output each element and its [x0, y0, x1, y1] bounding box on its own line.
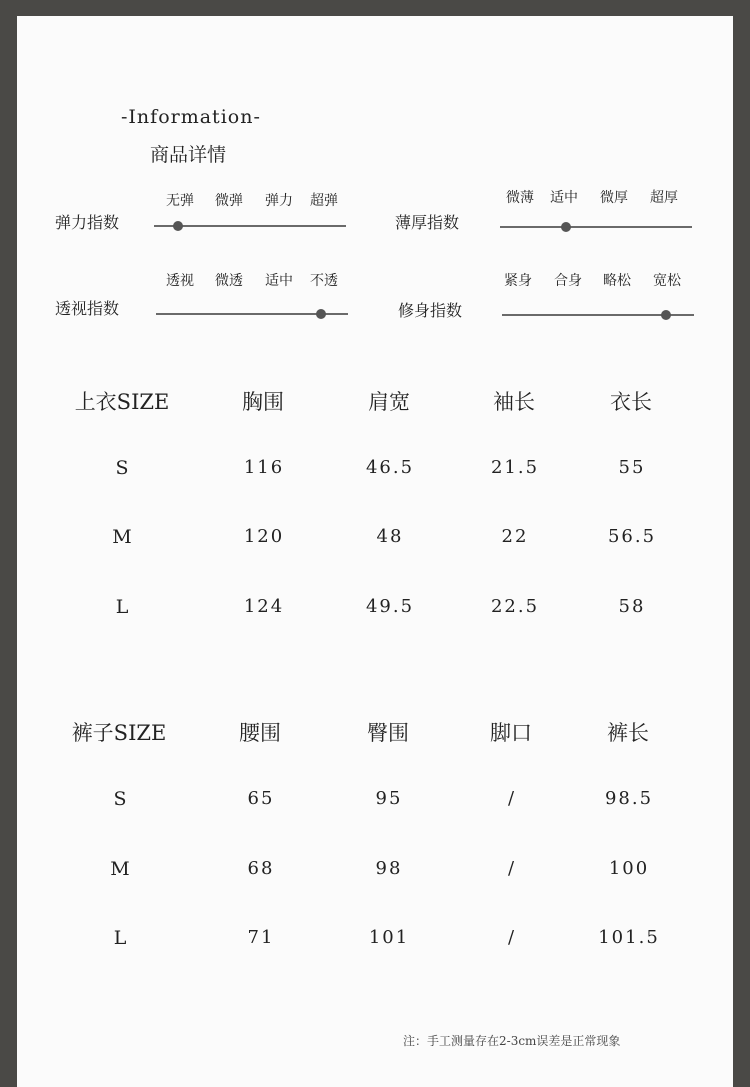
index-option: 超厚: [650, 190, 678, 206]
table-cell: 46.5: [365, 457, 415, 478]
index-option: 不透: [310, 273, 338, 289]
table-header: 肩宽: [368, 390, 410, 414]
table-header: 腰围: [239, 721, 281, 745]
table-cell: 98.5: [604, 788, 654, 809]
title-english: -Information-: [121, 106, 261, 128]
table-cell: 120: [243, 526, 285, 547]
size-label: M: [110, 858, 130, 880]
table-cell: 68: [247, 858, 275, 879]
table-cell: 98: [375, 858, 403, 879]
table-header: 胸围: [242, 390, 284, 414]
title-chinese: 商品详情: [150, 144, 227, 166]
index-option: 微弹: [215, 193, 243, 209]
index-marker: [173, 221, 183, 231]
table-header: 裤子SIZE: [71, 721, 167, 745]
table-cell: 22: [501, 526, 529, 547]
table-cell: 65: [247, 788, 275, 809]
table-header: 袖长: [493, 390, 535, 414]
table-cell: 48: [376, 526, 404, 547]
info-card: [17, 16, 733, 1087]
index-option: 略松: [603, 273, 631, 289]
table-cell: 101.5: [598, 927, 660, 948]
table-cell: 71: [247, 927, 275, 948]
index-label: 透视指数: [55, 299, 120, 318]
index-option: 微透: [215, 273, 243, 289]
index-option: 超弹: [310, 193, 338, 209]
table-header: 裤长: [607, 721, 649, 745]
table-cell: 100: [608, 858, 650, 879]
table-header: 衣长: [610, 390, 652, 414]
index-label: 弹力指数: [55, 213, 120, 232]
measurement-note: 注：手工测量存在2-3cm误差是正常现象: [403, 1034, 621, 1048]
index-option: 弹力: [265, 193, 293, 209]
table-cell: 56.5: [607, 526, 657, 547]
index-option: 紧身: [504, 273, 532, 289]
index-marker: [561, 222, 571, 232]
index-marker: [661, 310, 671, 320]
index-option: 无弹: [166, 193, 194, 209]
table-header: 上衣SIZE: [74, 390, 170, 414]
size-label: L: [113, 927, 127, 949]
size-label: S: [113, 788, 127, 810]
index-label: 修身指数: [398, 301, 463, 320]
table-cell: /: [507, 927, 517, 948]
index-option: 适中: [265, 273, 293, 289]
table-cell: 49.5: [365, 596, 415, 617]
index-option: 适中: [550, 190, 578, 206]
table-cell: 124: [243, 596, 285, 617]
table-cell: /: [507, 858, 517, 879]
table-header: 臀围: [367, 721, 409, 745]
size-label: M: [112, 526, 132, 548]
table-cell: 95: [375, 788, 403, 809]
index-label: 薄厚指数: [395, 213, 460, 232]
table-header: 脚口: [490, 721, 532, 745]
index-track: [500, 226, 692, 228]
size-label: S: [115, 457, 129, 479]
index-option: 宽松: [653, 273, 681, 289]
index-option: 透视: [166, 273, 194, 289]
table-cell: 21.5: [490, 457, 540, 478]
table-cell: 58: [618, 596, 646, 617]
index-option: 合身: [554, 273, 582, 289]
size-label: L: [115, 596, 129, 618]
table-cell: 22.5: [490, 596, 540, 617]
table-cell: 116: [243, 457, 285, 478]
table-cell: 55: [618, 457, 646, 478]
table-cell: /: [507, 788, 517, 809]
index-option: 微厚: [600, 190, 628, 206]
table-cell: 101: [368, 927, 410, 948]
index-marker: [316, 309, 326, 319]
index-option: 微薄: [506, 190, 534, 206]
